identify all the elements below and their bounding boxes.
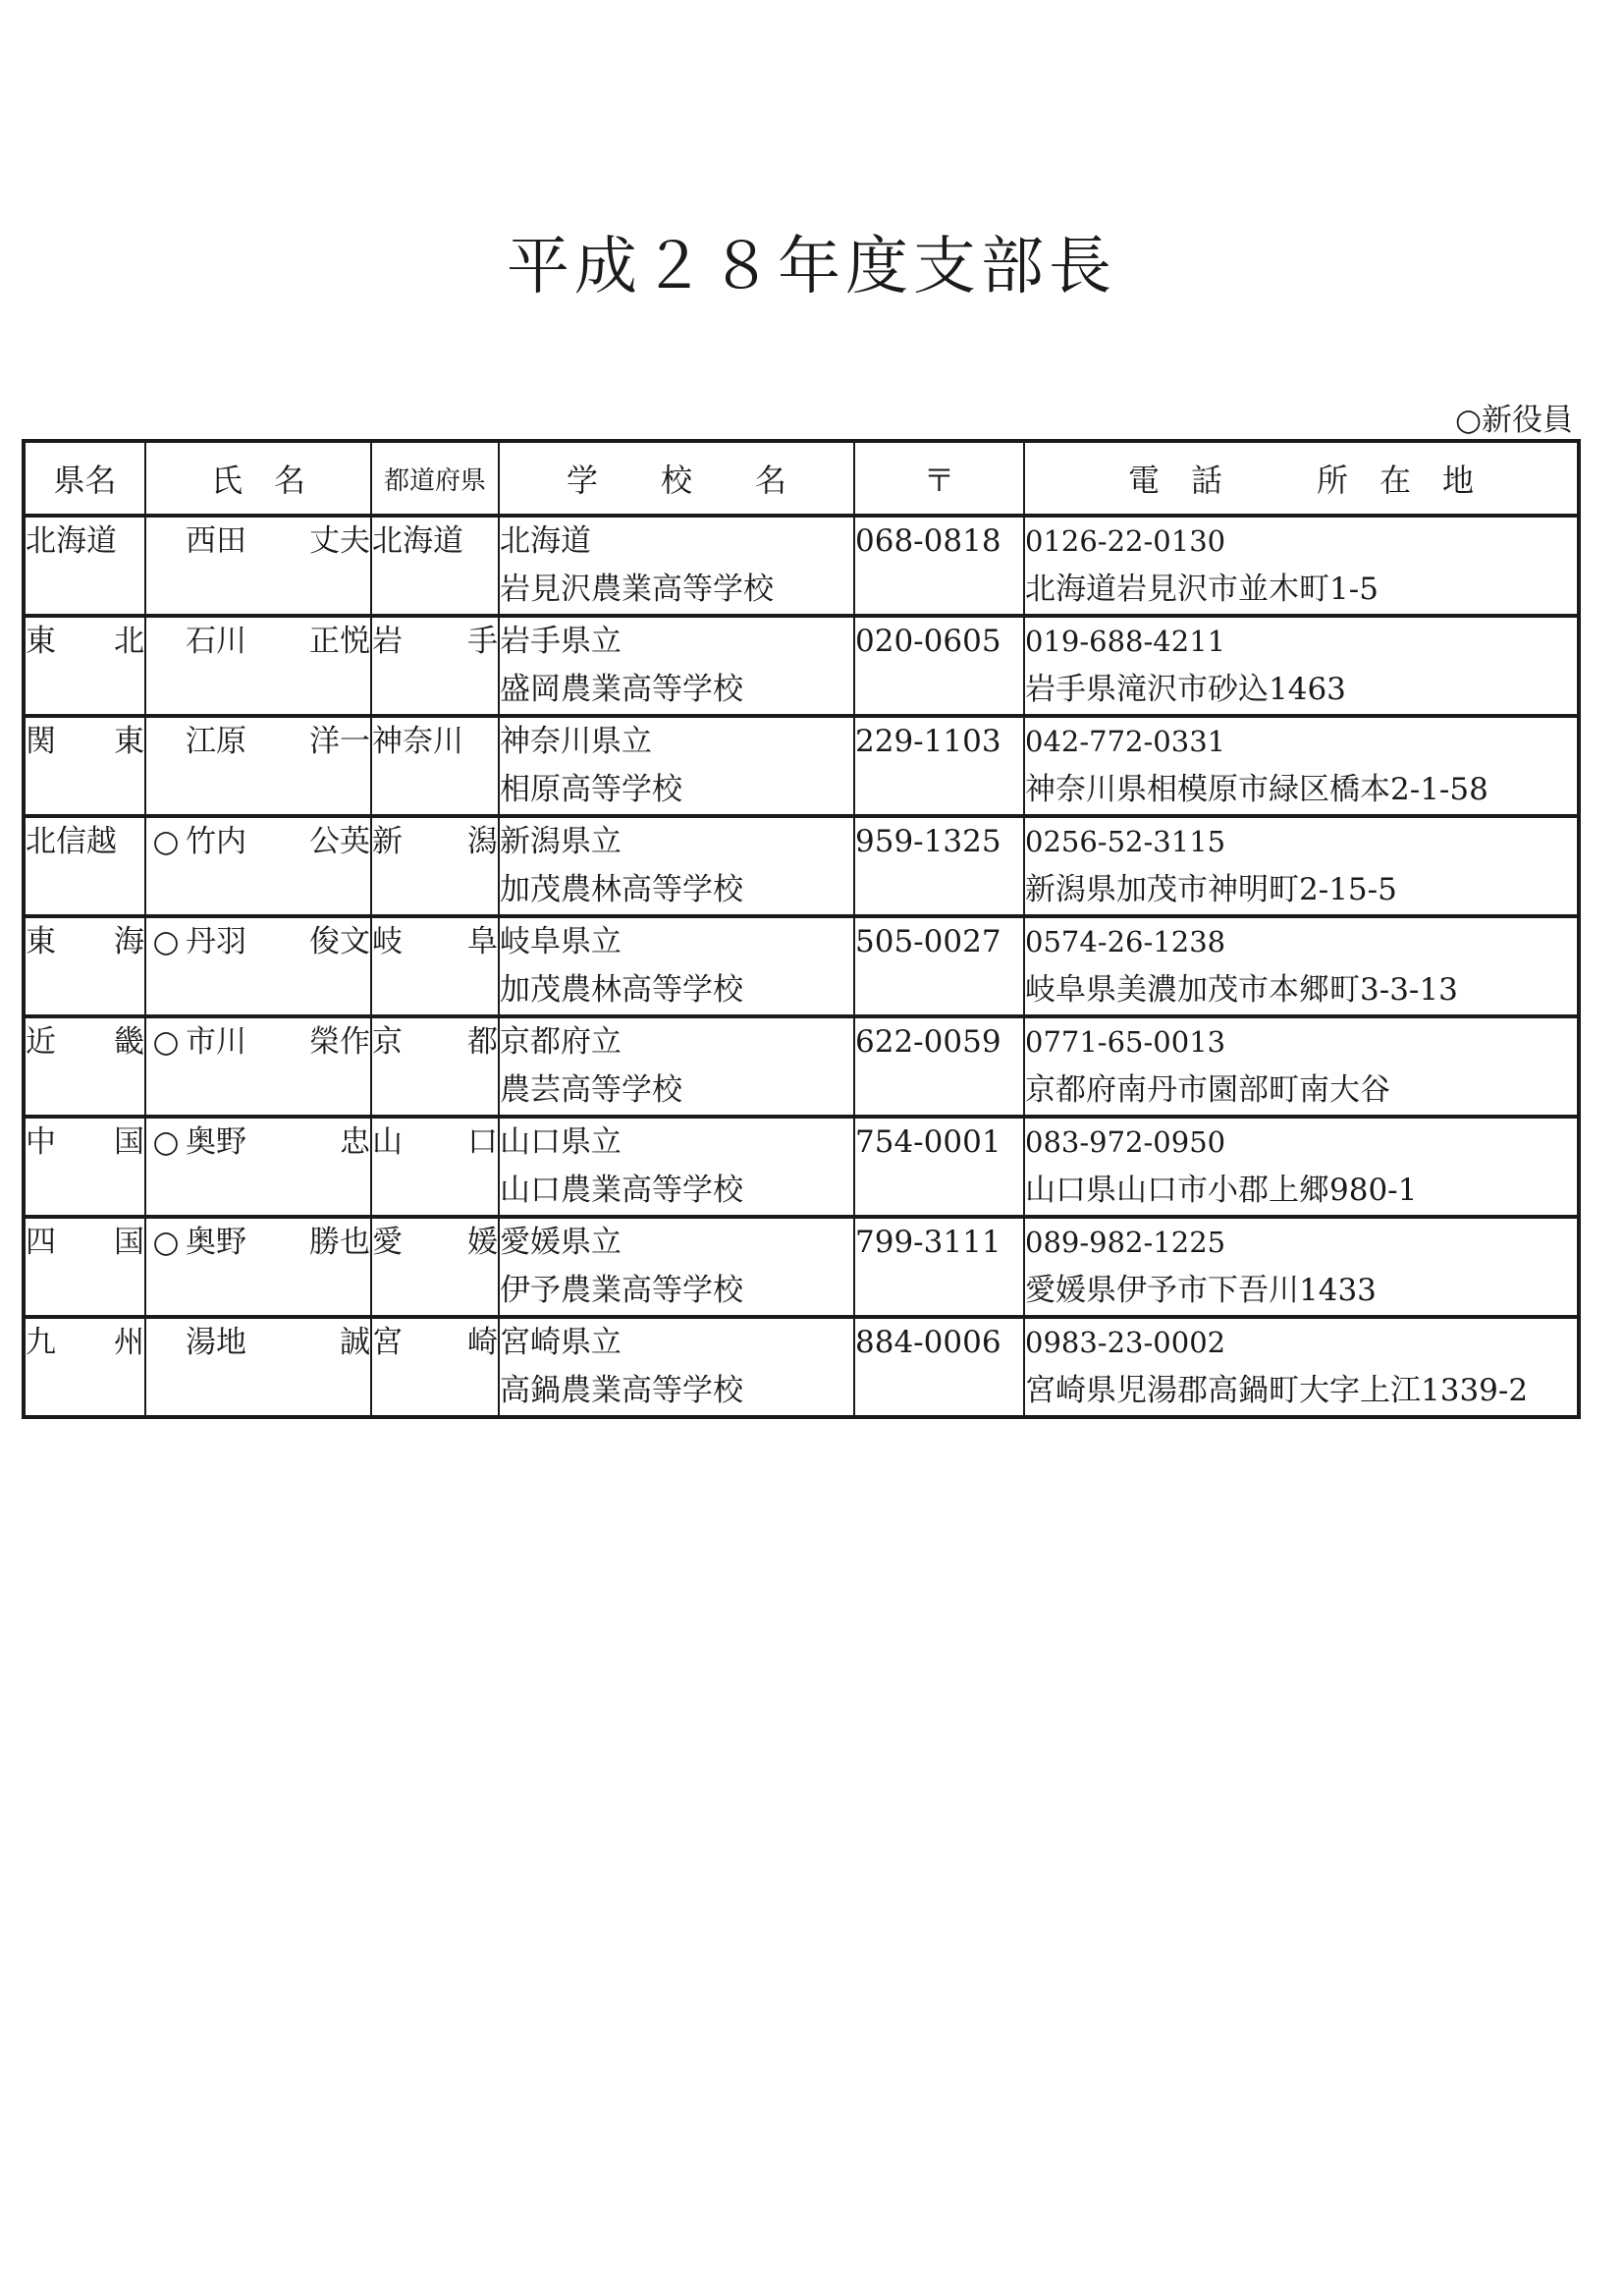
prefecture-label-end: 媛 (467, 1225, 498, 1260)
school-line-2: 相原高等学校 (500, 772, 682, 807)
region-label: 北信越 (26, 824, 117, 859)
table-row (24, 516, 1579, 616)
contact-cell (1024, 916, 1579, 1016)
region-label: 四 (26, 1225, 56, 1260)
school-cell (499, 516, 854, 616)
region-label-end: 州 (114, 1325, 144, 1360)
prefecture-label-end: 阜 (467, 924, 498, 959)
header-prefecture: 都道府県 (371, 441, 499, 516)
given-name: 正悦 (309, 624, 370, 659)
surname: 江原 (186, 724, 246, 759)
surname: 奥野 (186, 1124, 246, 1160)
region-label-end: 国 (114, 1124, 144, 1160)
surname: 石川 (186, 624, 246, 659)
address: 神奈川県相模原市緑区橋本2-1-58 (1025, 772, 1488, 807)
school-line-1: 岩手県立 (500, 624, 622, 659)
phone-number: 089-982-1225 (1025, 1226, 1226, 1259)
postal-code-cell: 754-0001 (854, 1117, 1024, 1217)
region-cell (24, 716, 145, 816)
postal-code-cell: 068-0818 (854, 516, 1024, 616)
region-cell (24, 616, 145, 716)
table-row (24, 1117, 1579, 1217)
page-title: 平成２８年度支部長 (507, 231, 1116, 303)
prefecture-cell (371, 816, 499, 916)
school-line-2: 農芸高等学校 (500, 1072, 682, 1108)
region-cell (24, 516, 145, 616)
table-row (24, 1016, 1579, 1117)
prefecture-label: 愛 (372, 1225, 403, 1260)
header-region: 県名 (24, 441, 145, 516)
school-line-1: 宮崎県立 (500, 1325, 622, 1360)
header-postal: 〒 (854, 441, 1024, 516)
address: 岩手県滝沢市砂込1463 (1025, 672, 1346, 707)
table-row (24, 1217, 1579, 1317)
prefecture-label: 北海道 (372, 523, 463, 559)
region-label-end: 国 (114, 1225, 144, 1260)
branch-chief-table (22, 439, 1581, 1419)
school-cell (499, 816, 854, 916)
new-officer-mark: ○ (152, 1225, 180, 1260)
region-cell (24, 916, 145, 1016)
school-line-1: 京都府立 (500, 1024, 622, 1060)
address: 北海道岩見沢市並木町1-5 (1025, 572, 1379, 607)
given-name: 俊文 (309, 924, 370, 959)
phone-number: 0771-65-0013 (1025, 1025, 1226, 1059)
given-name: 勝也 (309, 1225, 370, 1260)
name-cell (145, 916, 371, 1016)
prefecture-cell (371, 1217, 499, 1317)
table-row (24, 616, 1579, 716)
phone-number: 0126-22-0130 (1025, 524, 1226, 558)
contact-cell (1024, 616, 1579, 716)
prefecture-label: 岩 (372, 624, 403, 659)
surname: 丹羽 (186, 924, 246, 959)
school-cell (499, 1217, 854, 1317)
address: 宮崎県児湯郡高鍋町大字上江1339-2 (1025, 1373, 1529, 1408)
address: 新潟県加茂市神明町2-15-5 (1025, 872, 1397, 907)
address: 愛媛県伊予市下吾川1433 (1025, 1273, 1377, 1308)
phone-number: 019-688-4211 (1025, 625, 1226, 658)
name-cell (145, 1217, 371, 1317)
school-line-1: 愛媛県立 (500, 1225, 622, 1260)
region-cell (24, 1317, 145, 1417)
prefecture-label-end: 手 (467, 624, 498, 659)
school-line-1: 新潟県立 (500, 824, 622, 859)
prefecture-label: 京 (372, 1024, 403, 1060)
given-name: 公英 (309, 824, 370, 859)
table-row (24, 916, 1579, 1016)
school-cell (499, 916, 854, 1016)
school-cell (499, 716, 854, 816)
name-cell (145, 616, 371, 716)
region-label: 関 (26, 724, 56, 759)
prefecture-cell (371, 516, 499, 616)
prefecture-label: 山 (372, 1124, 403, 1160)
phone-number: 0574-26-1238 (1025, 925, 1226, 958)
name-cell (145, 816, 371, 916)
prefecture-label-end: 潟 (467, 824, 498, 859)
address: 山口県山口市小郡上郷980-1 (1025, 1173, 1418, 1208)
region-label: 九 (26, 1325, 56, 1360)
postal-code-cell: 505-0027 (854, 916, 1024, 1016)
new-officer-mark: ○ (152, 1024, 180, 1060)
name-cell (145, 1317, 371, 1417)
region-label: 東 (26, 924, 56, 959)
prefecture-cell (371, 1117, 499, 1217)
school-line-1: 北海道 (500, 523, 591, 559)
prefecture-label: 神奈川 (372, 724, 463, 759)
region-label-end: 東 (114, 724, 144, 759)
table-row (24, 716, 1579, 816)
school-line-2: 岩見沢農業高等学校 (500, 572, 774, 607)
school-line-1: 岐阜県立 (500, 924, 622, 959)
name-cell (145, 1117, 371, 1217)
school-line-2: 加茂農林高等学校 (500, 872, 743, 907)
new-officer-mark (146, 1319, 186, 1367)
new-officer-mark: ○ (152, 924, 180, 959)
postal-code-cell: 020-0605 (854, 616, 1024, 716)
postal-code-cell: 959-1325 (854, 816, 1024, 916)
table-row (24, 816, 1579, 916)
region-label-end: 畿 (114, 1024, 144, 1060)
region-cell (24, 816, 145, 916)
region-label: 中 (26, 1124, 56, 1160)
given-name: 洋一 (309, 724, 370, 759)
region-label: 東 (26, 624, 56, 659)
prefecture-label: 宮 (372, 1325, 403, 1360)
surname: 西田 (186, 523, 246, 559)
phone-number: 0983-23-0002 (1025, 1326, 1226, 1359)
contact-cell (1024, 1217, 1579, 1317)
prefecture-label-end: 都 (467, 1024, 498, 1060)
contact-cell (1024, 816, 1579, 916)
name-cell (145, 1016, 371, 1117)
table-row (24, 1317, 1579, 1417)
school-cell (499, 616, 854, 716)
region-cell (24, 1117, 145, 1217)
header-contact: 電 話 所 在 地 (1024, 441, 1579, 516)
school-line-2: 高鍋農業高等学校 (500, 1373, 743, 1408)
name-cell (145, 516, 371, 616)
region-label: 北海道 (26, 523, 117, 559)
school-cell (499, 1016, 854, 1117)
school-line-1: 神奈川県立 (500, 724, 652, 759)
postal-code-cell: 799-3111 (854, 1217, 1024, 1317)
surname: 竹内 (186, 824, 246, 859)
prefecture-label: 新 (372, 824, 403, 859)
name-cell (145, 716, 371, 816)
new-officer-mark (146, 718, 186, 766)
prefecture-cell (371, 1317, 499, 1417)
phone-number: 0256-52-3115 (1025, 825, 1226, 858)
school-line-2: 山口農業高等学校 (500, 1173, 743, 1208)
prefecture-cell (371, 1016, 499, 1117)
phone-number: 083-972-0950 (1025, 1125, 1226, 1159)
postal-code-cell: 884-0006 (854, 1317, 1024, 1417)
contact-cell (1024, 1016, 1579, 1117)
region-cell (24, 1016, 145, 1117)
new-officer-mark: ○ (152, 1124, 180, 1160)
given-name: 丈夫 (309, 523, 370, 559)
address: 岐阜県美濃加茂市本郷町3-3-13 (1025, 972, 1458, 1008)
school-cell (499, 1317, 854, 1417)
contact-cell (1024, 716, 1579, 816)
prefecture-label: 岐 (372, 924, 403, 959)
postal-code-cell: 622-0059 (854, 1016, 1024, 1117)
contact-cell (1024, 1117, 1579, 1217)
school-line-2: 盛岡農業高等学校 (500, 672, 743, 707)
given-name: 忠 (340, 1124, 370, 1160)
new-officer-mark: ○ (152, 824, 180, 859)
address: 京都府南丹市園部町南大谷 (1025, 1072, 1390, 1108)
new-officer-mark (146, 518, 186, 566)
header-school: 学 校 名 (499, 441, 854, 516)
postal-code-cell: 229-1103 (854, 716, 1024, 816)
surname: 湯地 (186, 1325, 246, 1360)
region-label-end: 北 (114, 624, 144, 659)
header-name: 氏 名 (145, 441, 371, 516)
region-label-end: 海 (114, 924, 144, 959)
prefecture-label-end: 崎 (467, 1325, 498, 1360)
surname: 市川 (186, 1024, 246, 1060)
school-line-2: 伊予農業高等学校 (500, 1273, 743, 1308)
given-name: 榮作 (309, 1024, 370, 1060)
prefecture-cell (371, 916, 499, 1016)
school-cell (499, 1117, 854, 1217)
prefecture-cell (371, 616, 499, 716)
new-officer-legend: ○新役員 (1454, 403, 1573, 438)
region-label: 近 (26, 1024, 56, 1060)
region-cell (24, 1217, 145, 1317)
new-officer-mark (146, 618, 186, 666)
prefecture-cell (371, 716, 499, 816)
contact-cell (1024, 1317, 1579, 1417)
given-name: 誠 (340, 1325, 370, 1360)
school-line-1: 山口県立 (500, 1124, 622, 1160)
phone-number: 042-772-0331 (1025, 725, 1226, 758)
surname: 奥野 (186, 1225, 246, 1260)
contact-cell (1024, 516, 1579, 616)
school-line-2: 加茂農林高等学校 (500, 972, 743, 1008)
table-header-row (24, 441, 1579, 516)
prefecture-label-end: 口 (467, 1124, 498, 1160)
